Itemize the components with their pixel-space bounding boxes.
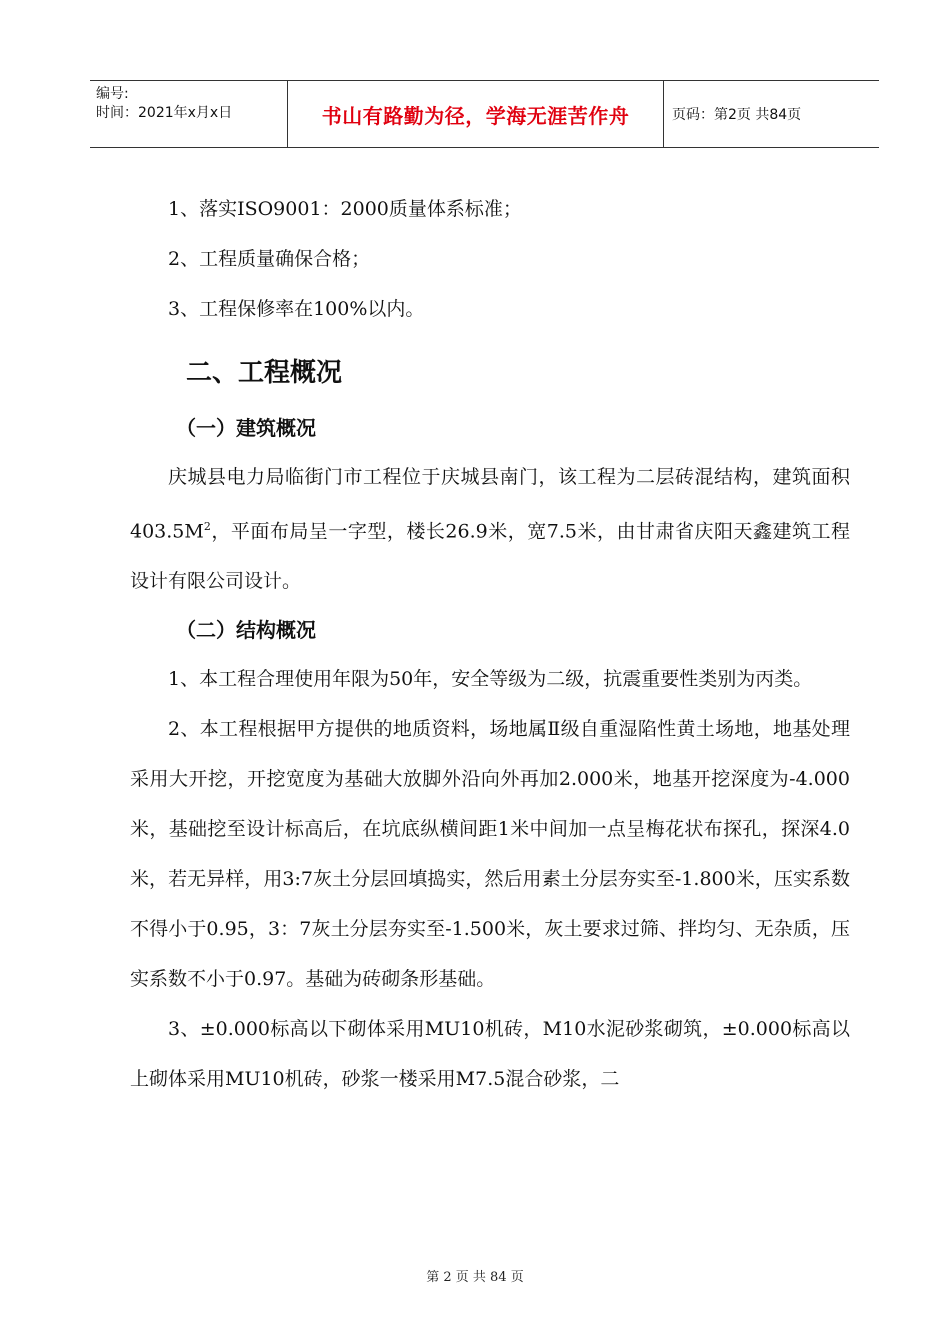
- document-body: [130, 184, 850, 1104]
- page-header: [90, 80, 879, 148]
- building-text-a: 庆城县电力局临街门市工程位于庆城县南门，该工程为二层砖混结构，建筑面积403.5M: [130, 466, 850, 543]
- structure-item-3: 3、±0.000标高以下砌体采用MU10机砖，M10水泥砂浆砌筑，±0.000标高以上砌体采用MU10机砖，砂浆一楼采用M7.5混合砂浆，二: [130, 1018, 850, 1091]
- header-meta: [90, 81, 288, 147]
- building-text-b: ，平面布局呈一字型，楼长26.9米，宽7.5米，由甘肃省庆阳天鑫建筑工程设计有限公司设计。: [130, 520, 850, 593]
- goal-item: 2、工程质量确保合格；: [168, 248, 371, 270]
- header-motto: 书山有路勤为径，学海无涯苦作舟: [288, 81, 664, 147]
- page-footer: 第 2 页 共 84 页: [426, 1270, 524, 1285]
- building-overview-paragraph: [130, 452, 850, 606]
- goal-item: 3、工程保修率在100%以内。: [168, 298, 425, 320]
- time-label: 时间：2021年x月x日: [96, 105, 233, 121]
- header-page-label: 页码：第2页 共84页: [672, 107, 802, 123]
- section-title: 二、工程概况: [186, 358, 343, 388]
- subsection-title-structure: （二）结构概况: [176, 618, 316, 643]
- structure-item-1: 1、本工程合理使用年限为50年，安全等级为二级，抗震重要性类别为丙类。: [168, 668, 813, 691]
- area-superscript: 2: [203, 520, 211, 533]
- structure-item-2: 2、本工程根据甲方提供的地质资料，场地属Ⅱ级自重湿陷性黄土场地，地基处理采用大开挖，开挖宽度为基础大放脚外沿向外再加2.000米，地基开挖深度为-4.000米，基础挖至设计标高后，在坑底纵横间距1米中间加一点呈梅花状布探孔，探深4.0 米，若无异样，用3:7灰土分层回填捣实，然后用素土分层夯实至-1.800米，压实系数不得小于0.95，3：7灰土分层夯实至-1.500米，灰土要求过筛、拌均匀、无杂质，压实系数不小于0.97。基础为砖砌条形基础。: [130, 718, 850, 991]
- number-label: 编号:: [96, 86, 129, 102]
- subsection-title-building: （一）建筑概况: [176, 416, 316, 440]
- goal-item: 1、落实ISO9001：2000质量体系标准；: [168, 198, 522, 220]
